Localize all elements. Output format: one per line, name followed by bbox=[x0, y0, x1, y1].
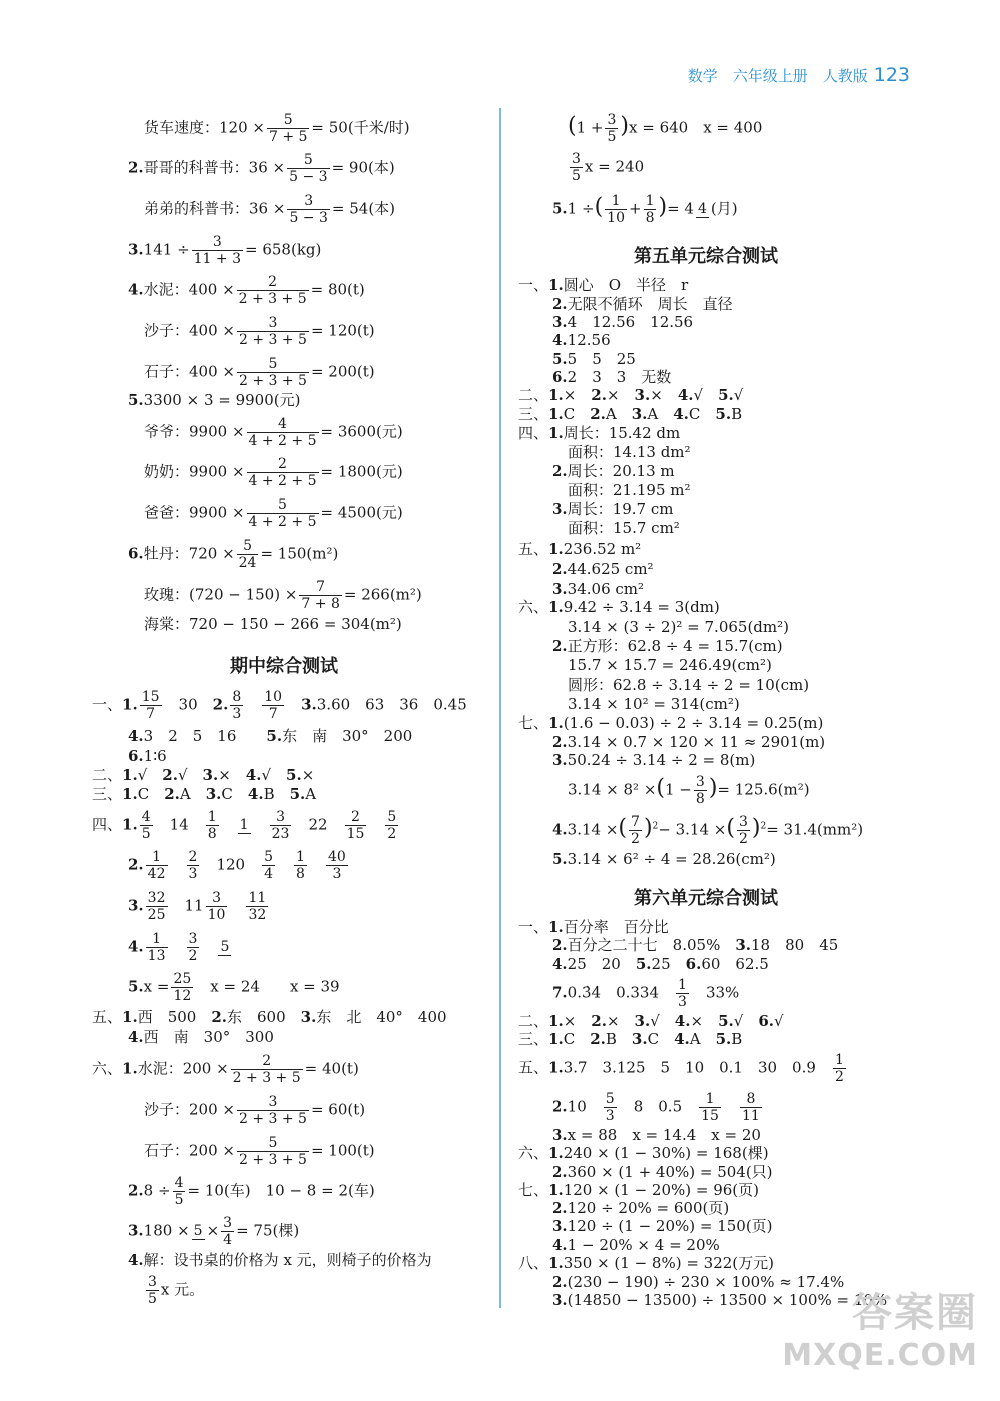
answer-line: 2.周长：20.13 m bbox=[552, 462, 675, 480]
answer-line: 六、1.9.42 ÷ 3.14 = 3(dm) bbox=[518, 598, 720, 616]
answer-line: 4.25 20 5.25 6.60 62.5 bbox=[552, 955, 769, 973]
answer-line: 6.1∶6 bbox=[128, 747, 167, 765]
answer-line: 7.0.3̇4̇ 0.334 $\frac{1}{3}$ 33% bbox=[552, 977, 740, 1011]
answer-line: 4.3.14 ×( $\frac{7}{2}$ )$^2$− 3.14 ×( $\frac{3}{2}$ )$^2$= 31.4(mm²) bbox=[552, 814, 864, 848]
answer-line: (1 + $\frac{3}{5}$ )x = 640 x = 400 bbox=[568, 112, 763, 146]
section-title-unit5: 第五单元综合测试 bbox=[634, 246, 778, 267]
watermark-url: MXQE.COM bbox=[782, 1338, 978, 1373]
page-header bbox=[688, 64, 910, 86]
answer-line: 一、1.圆心 O 半径 r bbox=[518, 276, 689, 294]
answer-line: 6.牡丹：720 × $\frac{5}{24}$ = 150(m²) bbox=[128, 538, 339, 572]
answer-line: 15.7 × 15.7 = 246.49(cm²) bbox=[568, 656, 772, 674]
answer-line: 货车速度：120 × $\frac{5}{7 + 5}$ = 50(千米/时) bbox=[144, 112, 410, 146]
answer-line: 2.百分之二十七 8.05% 3.18 80 45 bbox=[552, 936, 839, 954]
answer-line: 沙子：200 × $\frac{3}{2 + 3 + 5}$ = 60(t) bbox=[144, 1094, 366, 1128]
answer-line: 5.x = $\frac{25}{12}$ x = 24 x = 39 bbox=[128, 971, 340, 1005]
answer-line: 五、1.西 500 2.东 600 3.东 北 40° 400 bbox=[92, 1008, 447, 1026]
answer-line: 4. $\frac{1}{13}$ $\frac{3}{2}$ 5 bbox=[128, 931, 230, 965]
answer-line: 2.哥哥的科普书：36 × $\frac{5}{5 - 3}$ = 90(本) bbox=[128, 152, 395, 186]
answer-line: 面积：14.13 dm² bbox=[568, 443, 691, 461]
answer-line: 石子：200 × $\frac{5}{2 + 3 + 5}$ = 100(t) bbox=[144, 1135, 375, 1169]
answer-line: 七、1.(1.6 − 0.03) ÷ 2 ÷ 3.14 = 0.25(m) bbox=[518, 714, 824, 732]
answer-line: 四、1. $\frac{4}{5}$ 14 $\frac{1}{8}$ 1 $\frac{3}{23}$ 22 $\frac{2}{15}$ $\frac{5}{2}$ bbox=[92, 809, 397, 843]
answer-line: 3.120 ÷ (1 − 20%) = 150(页) bbox=[552, 1217, 773, 1235]
answer-line: 2.正方形：62.8 ÷ 4 = 15.7(cm) bbox=[552, 637, 783, 655]
answer-line: 2.360 × (1 + 40%) = 504(只) bbox=[552, 1163, 773, 1181]
answer-line: 六、1.水泥：200 × $\frac{2}{2 + 3 + 5}$ = 40(t) bbox=[92, 1053, 359, 1087]
answer-line: 五、1.236.52 m² bbox=[518, 540, 642, 558]
answer-line: 海棠：720 − 150 − 266 = 304(m²) bbox=[144, 615, 402, 633]
answer-line: 四、1.周长：15.42 dm bbox=[518, 424, 681, 442]
answer-line: 爷爷：9900 × $\frac{4}{4 + 2 + 5}$ = 3600(元) bbox=[144, 416, 403, 450]
answer-line: 5.3.14 × 6² ÷ 4 = 28.26(cm²) bbox=[552, 850, 776, 868]
answer-line: 5.5 5 25 bbox=[552, 350, 636, 368]
answer-line: 2.3.14 × 0.7 × 120 × 11 ≈ 2901(m) bbox=[552, 733, 826, 751]
answer-line: 3.(14850 − 13500) ÷ 13500 × 100% = 10% bbox=[552, 1291, 888, 1309]
answer-line: 3.周长：19.7 cm bbox=[552, 500, 674, 518]
answer-line: 石子：400 × $\frac{5}{2 + 3 + 5}$ = 200(t) bbox=[144, 356, 375, 390]
answer-line: 三、1.C 2.A 3.C 4.B 5.A bbox=[92, 785, 317, 803]
answer-line: $\frac{3}{5}$ x = 240 bbox=[572, 151, 645, 185]
answer-line: 2.120 ÷ 20% = 600(页) bbox=[552, 1199, 730, 1217]
answer-line: 一、1.百分率 百分比 bbox=[518, 918, 669, 936]
answer-line: 3.34.06 cm² bbox=[552, 580, 645, 598]
answer-line: 七、1.120 × (1 − 20%) = 96(页) bbox=[518, 1181, 760, 1199]
answer-line: 五、1.3.7 3.125 5 10 0.1 30 0.9 $\frac{1}{2}$ bbox=[518, 1052, 844, 1086]
answer-line: 3.4 12.56 12.56 bbox=[552, 313, 694, 331]
answer-line: 5.1 ÷( $\frac{1}{10}$ + $\frac{1}{8}$ )= 4 4 (月) bbox=[552, 193, 738, 227]
section-title-midterm: 期中综合测试 bbox=[230, 656, 338, 677]
column-divider bbox=[499, 108, 501, 1308]
answer-line: 面积：21.195 m² bbox=[568, 481, 691, 499]
book-info: 数学 六年级上册 人教版 bbox=[687, 67, 868, 85]
answer-line: 沙子：400 × $\frac{3}{2 + 3 + 5}$ = 120(t) bbox=[144, 315, 375, 349]
answer-line: 2.44.625 cm² bbox=[552, 560, 654, 578]
answer-line: 2. $\frac{1}{42}$ $\frac{2}{3}$ 120 $\frac{5}{4}$ $\frac{1}{8}$ $\frac{40}{3}$ bbox=[128, 849, 346, 883]
answer-line: 3.180 × 5 × $\frac{3}{4}$ = 75(棵) bbox=[128, 1215, 300, 1249]
answer-line: 6.2 3 3 无数 bbox=[552, 368, 672, 386]
answer-line: 三、1.C 2.A 3.A 4.C 5.B bbox=[518, 405, 743, 423]
answer-line: 弟弟的科普书：36 × $\frac{3}{5 - 3}$ = 54(本) bbox=[144, 193, 396, 227]
watermark-logo bbox=[782, 1281, 978, 1373]
answer-line: 二、1.× 2.× 3.√ 4.× 5.√ 6.√ bbox=[518, 1012, 784, 1030]
answer-line: 3.50.24 ÷ 3.14 ÷ 2 = 8(m) bbox=[552, 751, 756, 769]
answer-line: 3. $\frac{32}{25}$ 11 $\frac{3}{10}$ $\frac{11}{32}$ bbox=[128, 890, 267, 924]
answer-line: 奶奶：9900 × $\frac{2}{4 + 2 + 5}$ = 1800(元) bbox=[144, 456, 403, 490]
answer-line: 玫瑰：(720 − 150) × $\frac{7}{7 + 8}$ = 266(m²) bbox=[144, 579, 422, 613]
section-title-unit6: 第六单元综合测试 bbox=[634, 888, 778, 909]
answer-line: 3.14 × 8² ×(1 − $\frac{3}{8}$ )= 125.6(m²) bbox=[568, 774, 810, 808]
answer-line: 一、1. $\frac{15}{7}$ 30 2. $\frac{8}{3}$ $\frac{10}{7}$ 3.3.60 63 36 0.45 bbox=[92, 689, 467, 723]
answer-line: 4.3 2 5 16 5.东 南 30° 200 bbox=[128, 727, 413, 745]
answer-line: 3.14 × 10² = 314(cm²) bbox=[568, 695, 740, 713]
watermark-text: 答案圈 bbox=[852, 1290, 978, 1336]
answer-line: 5.3300 × 3 = 9900(元) bbox=[128, 391, 301, 409]
answer-line: 4.水泥：400 × $\frac{2}{2 + 3 + 5}$ = 80(t) bbox=[128, 274, 365, 308]
answer-line: 2.(230 − 190) ÷ 230 × 100% ≈ 17.4% bbox=[552, 1273, 845, 1291]
answer-line: 3.141 ÷ $\frac{3}{11 + 3}$ = 658(kg) bbox=[128, 234, 322, 268]
answer-line: 爸爸：9900 × $\frac{5}{4 + 2 + 5}$ = 4500(元) bbox=[144, 497, 403, 531]
answer-line: 4.12.56 bbox=[552, 331, 611, 349]
answer-line: 三、1.C 2.B 3.C 4.A 5.B bbox=[518, 1030, 743, 1048]
answer-line: 六、1.240 × (1 − 30%) = 168(棵) bbox=[518, 1144, 769, 1162]
answer-line: 2.10 $\frac{5}{3}$ 8 0.5 $\frac{1}{15}$ $\frac{8}{11}$ bbox=[552, 1091, 760, 1125]
answer-line: 3.14 × (3 ÷ 2)² = 7.065(dm²) bbox=[568, 618, 790, 636]
answer-line: 3.x = 88 x = 14.4 x = 20 bbox=[552, 1126, 761, 1144]
answer-line: 面积：15.7 cm² bbox=[568, 519, 680, 537]
answer-line: $\frac{3}{5}$ x 元。 bbox=[148, 1274, 205, 1308]
page-number: 123 bbox=[873, 64, 910, 86]
answer-line: 二、1.√ 2.√ 3.× 4.√ 5.× bbox=[92, 766, 315, 784]
answer-line: 4.1 − 20% × 4 = 20% bbox=[552, 1236, 720, 1254]
answer-line: 圆形：62.8 ÷ 3.14 ÷ 2 = 10(cm) bbox=[568, 676, 810, 694]
answer-line: 4.西 南 30° 300 bbox=[128, 1028, 274, 1046]
answer-line: 二、1.× 2.× 3.× 4.√ 5.√ bbox=[518, 386, 744, 404]
answer-line: 2.8 ÷ $\frac{4}{5}$ = 10(车) 10 − 8 = 2(车) bbox=[128, 1175, 375, 1209]
answer-line: 八、1.350 × (1 − 8%) = 322(万元) bbox=[518, 1254, 775, 1272]
answer-line: 4.解：设书桌的价格为 x 元，则椅子的价格为 bbox=[128, 1251, 432, 1269]
answer-line: 2.无限不循环 周长 直径 bbox=[552, 295, 733, 313]
